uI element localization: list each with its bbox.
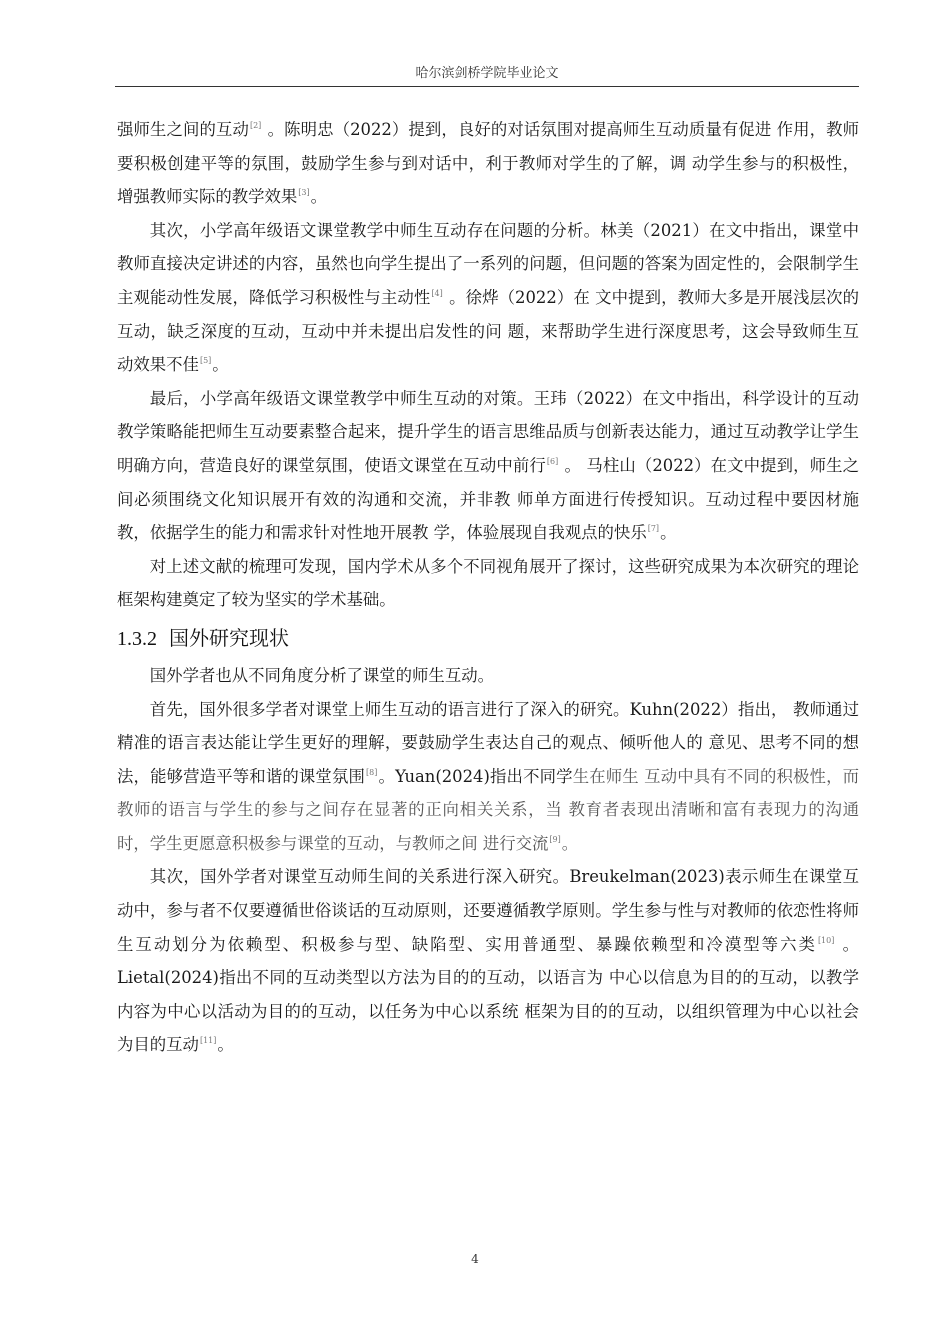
- paragraph-domestic-summary: [117, 550, 859, 617]
- paragraph-text-span: 强师生之间的互动: [117, 120, 249, 139]
- paragraph-text-span: 。Lietal(2024)指出不同的互动类型以方法为目的的互动，以语言为 中心以信息为目的的互动，以教学内容为中心以活动为目的的互动，以任务为中心以系统 框架为目的的互动，以组织管理为中心以社会为目的互动: [117, 934, 859, 1055]
- citation-marker: [5]: [199, 356, 212, 366]
- paragraph-text-span: 其次，国外学者对课堂互动师生间的关系进行深入研究。Breukelman(2023)表示师生在课堂互动中，参与者不仅要遵循世俗谈话的互动原则，还要遵循教学原则。学生参与性与对教师的依恋性将师生互动划分为依赖型、积极参与型、缺陷型、实用普通型、暴躁依赖型和冷漠型等六类: [117, 867, 859, 954]
- paragraph-text-span: 国外学者也从不同角度分析了课堂的师生互动。: [149, 665, 494, 685]
- body-text: [117, 113, 859, 1062]
- paragraph-text-span: 。: [217, 1035, 234, 1055]
- paragraph-domestic-problems: [117, 214, 859, 382]
- paragraph-text-span: 。: [561, 833, 579, 853]
- paragraph-domestic-strategies: [117, 382, 859, 550]
- section-title: 国外研究现状: [169, 625, 289, 650]
- citation-marker: [2]: [249, 121, 262, 130]
- citation-marker: [6]: [546, 456, 559, 466]
- paragraph-foreign-relationship: [117, 860, 859, 1062]
- paragraph-text-span: 生在师生 互动中具有不同的积极性，而教师的语言与学生的参与之间存在显著的正向相关关系，当 教育者表现出清晰和富有表现力的沟通时，学生更愿意积极参与课堂的互动，与教师之间 进行交流: [117, 766, 860, 853]
- paragraph-text-span: 。: [660, 523, 677, 543]
- citation-marker: [7]: [647, 524, 660, 534]
- paragraph-text-span: 。 马柱山（2022）在文中提到，师生之间必须围绕文化知识展开有效的沟通和交流，并非教 师单方面进行传授知识。互动过程中要因材施教，依据学生的能力和需求针对性地开展教 学，体验展现自我观点的快乐: [117, 455, 860, 543]
- running-header: 哈尔滨剑桥学院毕业论文: [415, 66, 559, 81]
- paragraph-foreign-intro: [117, 659, 859, 693]
- paragraph-domestic-continued: [117, 113, 859, 214]
- citation-marker: [9]: [549, 834, 561, 844]
- page-number: 4: [471, 1252, 479, 1266]
- paragraph-foreign-language: [117, 693, 859, 861]
- paragraph-text-span: 其次，小学高年级语文课堂教学中师生互动存在问题的分析。林美（2021）在文中指出，课堂中教师直接决定讲述的内容，虽然也向学生提出了一系列的问题，但问题的答案为固定性的，会限制学生主观能动性发展，降低学习积极性与主动性: [117, 220, 859, 307]
- paragraph-text-span: 对上述文献的梳理可发现，国内学术从多个不同视角展开了探讨，这些研究成果为本次研究的理论框架构建奠定了较为坚实的学术基础。: [117, 556, 859, 610]
- section-heading: [117, 620, 859, 657]
- paragraph-text-span: 。: [310, 187, 328, 207]
- paragraph-text-span: 。Yuan(2024)指出不同学: [378, 766, 573, 786]
- paragraph-text-span: 。徐烨（2022）在 文中提到，教师大多是开展浅层次的互动，缺乏深度的互动，互动中并未提出启发性的问 题，来帮助学生进行深度思考，这会导致师生互动效果不佳: [117, 287, 860, 375]
- paragraph-text-span: 。陈明忠（2022）提到，良好的对话氛围对提高师生互动质量有促进 作用，教师要积极创建平等的氛围，鼓励学生参与到对话中，利于教师对学生的了解，调 动学生参与的积极性，增强教师实际的教学效果: [117, 120, 859, 207]
- citation-marker: [8]: [366, 767, 378, 777]
- paragraph-text-span: 最后，小学高年级语文课堂教学中师生互动的对策。王玮（2022）在文中指出，科学设计的互动教学策略能把师生互动要素整合起来，提升学生的语言思维品质与创新表达能力，通过互动教学让学生明确方向，营造良好的课堂氛围，使语文课堂在互动中前行: [117, 388, 859, 475]
- paragraph-text-span: 。: [212, 355, 229, 375]
- section-number: 1.3.2: [117, 627, 157, 650]
- citation-marker: [4]: [431, 288, 443, 298]
- citation-marker: [11]: [199, 1036, 217, 1046]
- citation-marker: [3]: [298, 188, 310, 198]
- paragraph-text-span: 首先，国外很多学者对课堂上师生互动的语言进行了深入的研究。Kuhn(2022）指出， 教师通过精准的语言表达能让学生更好的理解，要鼓励学生表达自己的观点、倾听他人的 意见、思考不同的想法，能够营造平等和谐的课堂氛围: [117, 699, 859, 786]
- citation-marker: [10]: [817, 935, 835, 945]
- header-rule: [115, 86, 859, 87]
